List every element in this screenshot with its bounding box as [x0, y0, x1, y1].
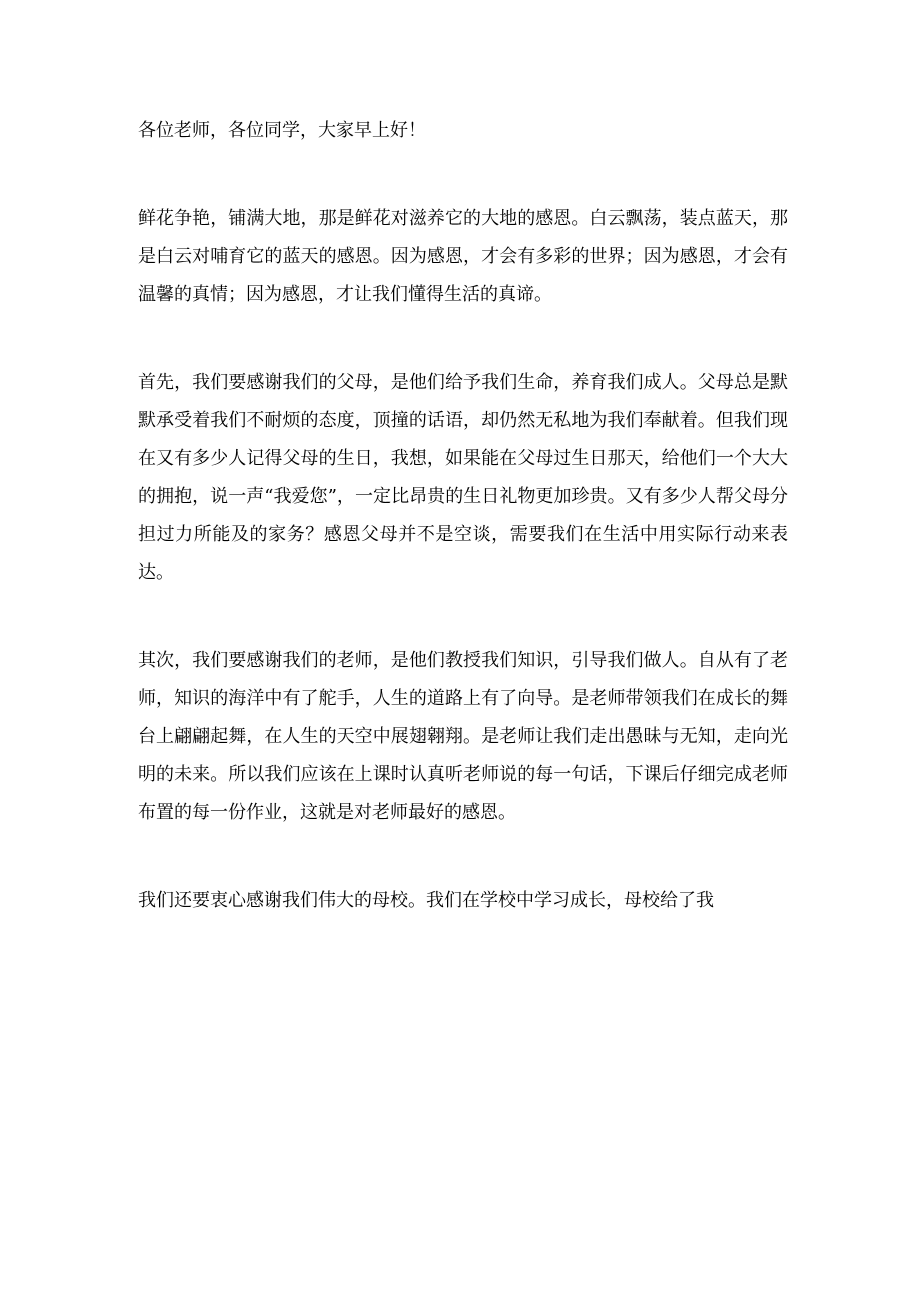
paragraph-spacer: [138, 314, 788, 364]
paragraph-spacer: [138, 150, 788, 200]
document-body: [138, 112, 788, 920]
paragraph-spacer: [138, 832, 788, 882]
paragraph-spacer: [138, 592, 788, 642]
paragraph-gratitude-nature: 鲜花争艳，铺满大地，那是鲜花对滋养它的大地的感恩。白云飘荡，装点蓝天，那是白云对哺育它的蓝天的感恩。因为感恩，才会有多彩的世界；因为感恩，才会有温馨的真情；因为感恩，才让我们懂得生活的真谛。: [138, 208, 788, 305]
greeting-line: 各位老师，各位同学，大家早上好！: [138, 120, 426, 141]
paragraph-thank-school: 我们还要衷心感谢我们伟大的母校。我们在学校中学习成长，母校给了我: [138, 890, 714, 911]
paragraph-thank-parents: 首先，我们要感谢我们的父母，是他们给予我们生命，养育我们成人。父母总是默默承受着我们不耐烦的态度，顶撞的话语，却仍然无私地为我们奉献着。但我们现在又有多少人记得父母的生日，我想，如果能在父母过生日那天，给他们一个大大的拥抱，说一声“我爱您”，一定比昂贵的生日礼物更加珍贵。又有多少人帮父母分担过力所能及的家务？感恩父母并不是空谈，需要我们在生活中用实际行动来表达。: [138, 372, 788, 583]
paragraph-thank-teachers: 其次，我们要感谢我们的老师，是他们教授我们知识，引导我们做人。自从有了老师，知识的海洋中有了舵手，人生的道路上有了向导。是老师带领我们在成长的舞台上翩翩起舞，在人生的天空中展翅翱翔。是老师让我们走出愚昧与无知，走向光明的未来。所以我们应该在上课时认真听老师说的每一句话，下课后仔细完成老师布置的每一份作业，这就是对老师最好的感恩。: [138, 650, 788, 823]
